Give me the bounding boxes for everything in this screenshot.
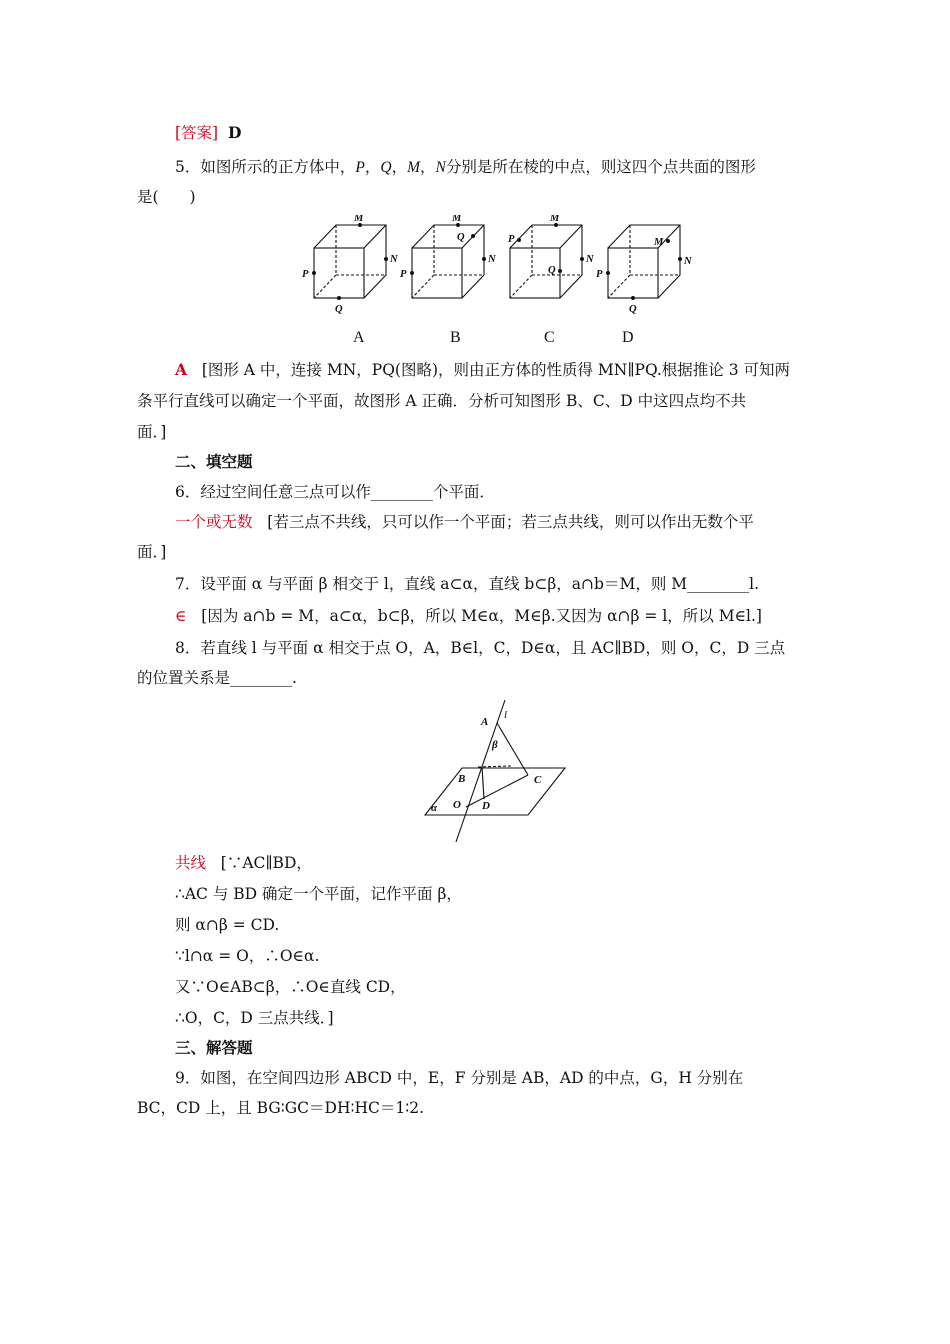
svg-text:M: M [550, 215, 560, 224]
a8-line1: 共线 [∵AC∥BD， [175, 854, 312, 872]
answer-value: D [227, 123, 242, 142]
q8-plane-figure [418, 697, 573, 845]
q5-cube-figures [290, 215, 700, 320]
label-C: C [534, 774, 542, 786]
svg-text:N: N [390, 254, 398, 265]
svg-text:N: N [684, 256, 692, 267]
cube-c [510, 225, 582, 298]
option-d-label: D [622, 329, 634, 346]
a8-line4: ∵l∩α = O，∴O∈α. [175, 947, 320, 965]
a6-line2: 面．] [137, 543, 167, 561]
q7-text: 7．设平面 α 与平面 β 相交于 l，直线 a⊂α，直线 b⊂β，a∩b＝M，则 M________l. [175, 575, 760, 593]
label-alpha: α [431, 802, 438, 814]
a5-line1: A [图形 A 中，连接 MN，PQ(图略)，则由正方体的性质得 MN∥PQ.根据推论 3 可知两 [175, 360, 791, 379]
a8-line2: ∴AC 与 BD 确定一个平面，记作平面 β， [175, 885, 462, 903]
svg-text:M: M [654, 237, 664, 248]
svg-text:N: N [488, 254, 496, 265]
label-A: A [481, 716, 489, 728]
svg-text:M: M [354, 215, 364, 224]
a6-line1: 一个或无数 [若三点不共线，只可以作一个平面；若三点共线，则可以作出无数个平 [175, 513, 754, 531]
svg-text:Q: Q [335, 304, 343, 315]
a5-line2: 条平行直线可以确定一个平面，故图形 A 正确．分析可知图形 B、C、D 中这四点均不共 [137, 392, 747, 410]
label-O: O [453, 799, 461, 811]
svg-text:P: P [400, 269, 407, 280]
label-B: B [458, 773, 466, 785]
q6-text: 6．经过空间任意三点可以作________个平面． [175, 483, 495, 501]
label-beta: β [492, 739, 498, 751]
section-solve: 三、解答题 [175, 1038, 253, 1057]
svg-text:Q: Q [548, 265, 556, 276]
svg-text:P: P [302, 269, 309, 280]
a7-line: ∈ [因为 a∩b = M，a⊂α，b⊂β，所以 M∈α，M∈β.又因为 α∩β = l，所以 M∈l.] [175, 607, 762, 625]
q9-line1: 9．如图，在空间四边形 ABCD 中，E，F 分别是 AB，AD 的中点，G，H 分别在 [175, 1069, 744, 1087]
a5-line3: 面．] [137, 423, 167, 441]
svg-text:M: M [452, 215, 462, 224]
answer-tag: [答案] [175, 124, 219, 142]
svg-text:Q: Q [629, 304, 637, 315]
svg-text:P: P [508, 234, 515, 245]
prev-answer [175, 122, 855, 144]
q5-stem-line1: 5．如图所示的正方体中，P，Q，M，N分别是所在棱的中点，则这四个点共面的图形 [175, 158, 756, 176]
q8-line2: 的位置关系是________. [137, 669, 297, 687]
cube-a [314, 225, 386, 298]
option-c-label: C [544, 329, 555, 346]
a8-line6: ∴O，C，D 三点共线．] [175, 1009, 334, 1027]
label-l: l [504, 709, 508, 721]
option-b-label: B [450, 329, 461, 346]
svg-text:N: N [586, 254, 594, 265]
q5-stem-line2: 是( ) [137, 188, 196, 206]
section-fill-in: 二、填空题 [175, 452, 253, 471]
option-a-label: A [353, 329, 365, 346]
svg-text:P: P [596, 269, 603, 280]
cube-d [608, 225, 680, 298]
q9-line2: BC，CD 上，且 BG∶GC＝DH∶HC＝1∶2. [137, 1099, 425, 1117]
svg-text:Q: Q [457, 232, 465, 243]
q8-line1: 8．若直线 l 与平面 α 相交于点 O，A，B∈l，C，D∈α，且 AC∥BD，则 O，C，D 三点 [175, 639, 786, 657]
label-D: D [482, 800, 490, 812]
a8-line5: 又∵O∈AB⊂β，∴O∈直线 CD， [175, 978, 406, 996]
a8-line3: 则 α∩β = CD. [175, 916, 280, 934]
